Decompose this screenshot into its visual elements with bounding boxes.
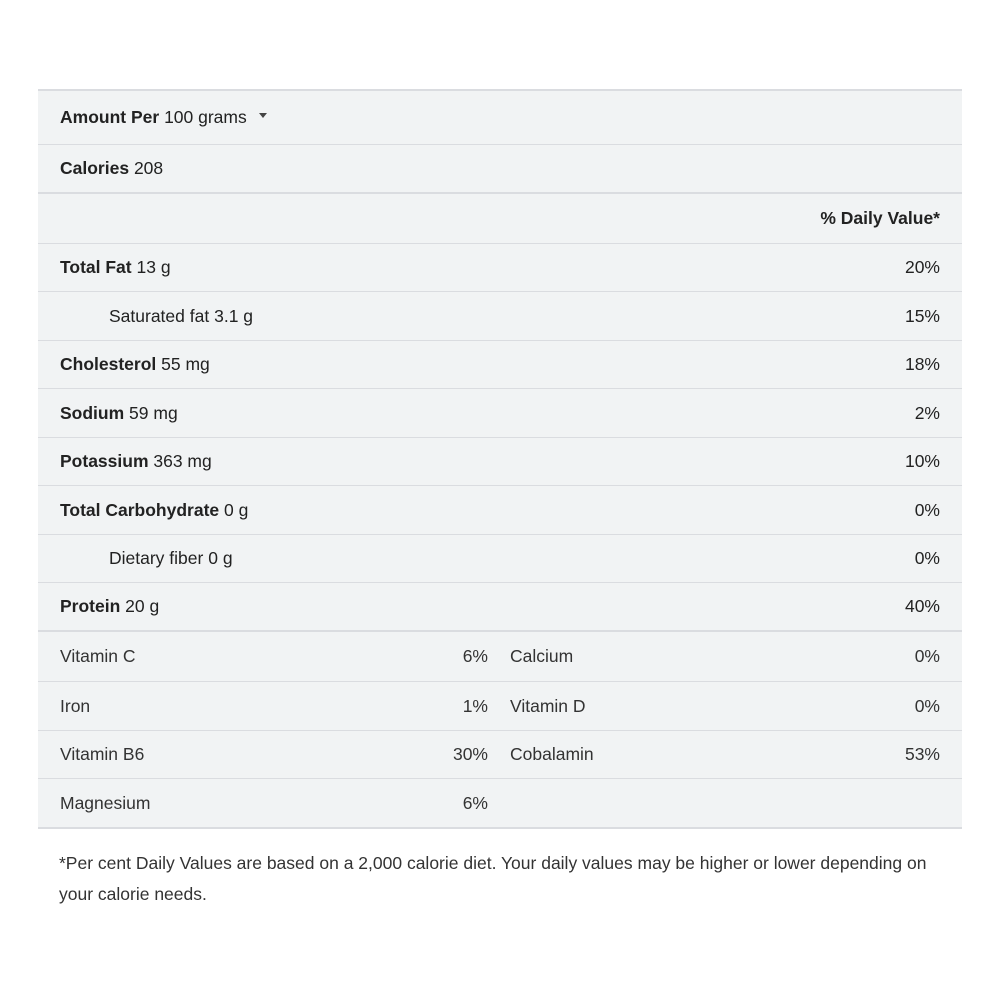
vitamin-daily-value: 6% xyxy=(462,646,488,666)
nutrient-daily-value: 40% xyxy=(904,596,940,616)
nutrient-daily-value: 18% xyxy=(904,354,940,374)
vitamin-name: Vitamin B6 xyxy=(60,744,145,764)
daily-value-header: % Daily Value* xyxy=(820,208,940,228)
vitamin-name: Cobalamin xyxy=(510,744,594,764)
nutrient-label: Saturated fat xyxy=(109,305,210,326)
nutrient-label: Sodium xyxy=(60,402,125,423)
nutrient-label: Protein xyxy=(60,596,121,616)
nutrient-daily-value: 20% xyxy=(904,257,940,277)
vitamin-name: Iron xyxy=(60,695,91,716)
vitamin-name: Vitamin D xyxy=(510,695,586,716)
nutrient-amount: 363 mg xyxy=(153,451,212,471)
calories-value: 208 xyxy=(133,158,164,178)
vitamin-name: Vitamin C xyxy=(60,646,136,666)
nutrient-daily-value: 15% xyxy=(904,305,940,326)
nutrient-amount: 59 mg xyxy=(129,402,178,423)
calories-row xyxy=(38,145,962,194)
nutrition-facts-panel xyxy=(38,89,962,829)
vitamin-daily-value: 30% xyxy=(452,744,488,764)
vitamin-row xyxy=(38,682,962,731)
nutrient-row-total-fat xyxy=(38,244,962,292)
nutrient-daily-value: 10% xyxy=(904,451,940,471)
vitamin-row xyxy=(38,779,962,827)
nutrient-label: Potassium xyxy=(60,451,149,471)
daily-value-header-row xyxy=(38,194,962,244)
nutrient-label: Total Carbohydrate xyxy=(60,499,220,520)
serving-size-value: 100 grams xyxy=(164,107,247,127)
nutrient-amount: 0 g xyxy=(224,499,249,520)
dropdown-arrow-icon[interactable] xyxy=(259,113,267,118)
nutrient-row-dietary-fiber xyxy=(38,535,962,583)
nutrient-row-saturated-fat xyxy=(38,292,962,341)
vitamin-daily-value: 0% xyxy=(914,646,940,666)
vitamin-daily-value: 53% xyxy=(904,744,940,764)
nutrient-label: Dietary fiber xyxy=(109,548,204,568)
nutrient-label: Cholesterol xyxy=(60,354,157,374)
serving-size-row xyxy=(38,91,962,145)
nutrient-row-protein xyxy=(38,583,962,632)
nutrient-amount: 20 g xyxy=(125,596,160,616)
daily-value-footnote: *Per cent Daily Values are based on a 2,000 calorie diet. Your daily values may be higher or lower depending on your calorie needs. xyxy=(59,853,927,904)
vitamin-daily-value: 1% xyxy=(462,695,488,716)
nutrient-row-total-carbohydrate xyxy=(38,486,962,535)
amount-per-label: Amount Per xyxy=(60,107,160,127)
calories-label: Calories xyxy=(60,158,130,178)
vitamin-name: Calcium xyxy=(510,646,574,666)
vitamin-name: Magnesium xyxy=(60,792,151,813)
nutrient-daily-value: 0% xyxy=(914,548,940,568)
nutrient-row-cholesterol xyxy=(38,341,962,389)
nutrient-row-potassium xyxy=(38,438,962,486)
vitamin-row xyxy=(38,632,962,682)
nutrient-amount: 13 g xyxy=(136,257,171,277)
nutrient-daily-value: 2% xyxy=(914,402,940,423)
nutrient-label: Total Fat xyxy=(60,257,132,277)
nutrient-row-sodium xyxy=(38,389,962,438)
nutrient-amount: 3.1 g xyxy=(214,305,254,326)
nutrient-amount: 0 g xyxy=(208,548,233,568)
serving-size-selector[interactable] xyxy=(60,107,267,128)
nutrient-amount: 55 mg xyxy=(161,354,210,374)
vitamin-daily-value: 6% xyxy=(462,792,488,813)
nutrient-daily-value: 0% xyxy=(914,499,940,520)
vitamin-daily-value: 0% xyxy=(914,695,940,716)
vitamin-row xyxy=(38,731,962,779)
